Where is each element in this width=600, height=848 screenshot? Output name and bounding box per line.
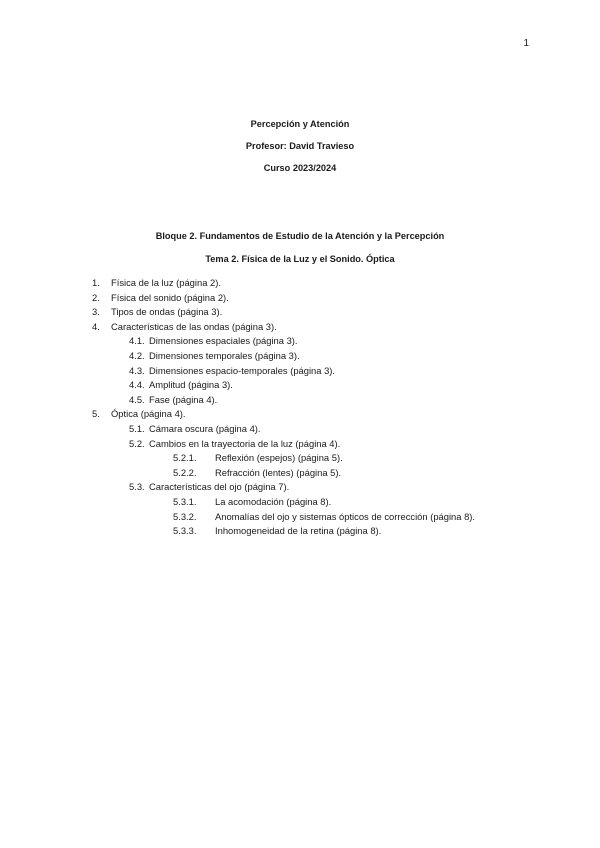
toc-item — [0, 291, 600, 306]
toc-item-number: 5. — [92, 408, 100, 420]
toc-item-text: Física de la luz (página 2). — [111, 277, 221, 288]
toc-item-number: 4.3. — [129, 364, 145, 376]
toc-item-text: Amplitud (página 3). — [149, 379, 233, 391]
toc-item — [0, 451, 600, 466]
toc-item-number: 1. — [92, 277, 100, 288]
toc-item — [0, 305, 600, 320]
toc-item-number: 4. — [92, 320, 100, 332]
page-number: 1 — [523, 38, 529, 49]
toc-item — [0, 495, 600, 510]
toc-item — [0, 364, 600, 379]
toc-item — [0, 510, 600, 525]
course-title: Percepción y Atención — [250, 119, 350, 129]
toc-item — [0, 480, 600, 495]
toc-item-text: Cambios en la trayectoria de la luz (página 4). — [149, 437, 341, 449]
table-of-contents — [0, 276, 600, 539]
toc-item-text: Física del sonido (página 2). — [111, 291, 229, 303]
toc-item-text: Dimensiones espaciales (página 3). — [149, 335, 298, 347]
toc-item — [0, 334, 600, 349]
toc-item-number: 4.5. — [129, 393, 145, 405]
toc-item-number: 5.3.2. — [173, 510, 197, 522]
toc-item-number: 5.2.1. — [173, 452, 197, 464]
toc-item-text: Reflexión (espejos) (página 5). — [215, 452, 343, 464]
toc-item-text: La acomodación (página 8). — [215, 495, 332, 507]
toc-item — [0, 524, 600, 539]
toc-item-number: 5.3. — [129, 481, 145, 493]
toc-item — [0, 437, 600, 452]
toc-item-text: Dimensiones temporales (página 3). — [149, 349, 300, 361]
toc-item-number: 3. — [92, 306, 100, 318]
toc-item-text: Dimensiones espacio-temporales (página 3). — [149, 364, 336, 376]
document-header — [0, 118, 600, 184]
toc-item-number: 2. — [92, 291, 100, 303]
block-title: Bloque 2. Fundamentos de Estudio de la Atención y la Percepción — [155, 231, 445, 241]
toc-item-number: 5.1. — [129, 422, 145, 434]
toc-item — [0, 349, 600, 364]
toc-item-text: Óptica (página 4). — [111, 408, 186, 420]
toc-item-text: Características de las ondas (página 3). — [111, 320, 277, 332]
toc-item-number: 5.3.1. — [173, 495, 197, 507]
toc-item — [0, 276, 600, 291]
toc-item — [0, 407, 600, 422]
toc-item-text: Inhomogeneidad de la retina (página 8). — [215, 525, 382, 537]
toc-item-text: Anomalías del ojo y sistemas ópticos de corrección (página 8). — [215, 510, 476, 522]
course-year: Curso 2023/2024 — [263, 163, 337, 173]
toc-item-number: 4.1. — [129, 335, 145, 347]
toc-item-number: 5.2. — [129, 437, 145, 449]
toc-item-number: 4.2. — [129, 349, 145, 361]
toc-item-text: Tipos de ondas (página 3). — [111, 306, 223, 318]
toc-item-number: 5.2.2. — [173, 466, 197, 478]
tema-title: Tema 2. Física de la Luz y el Sonido. Óptica — [205, 254, 395, 264]
toc-item — [0, 320, 600, 335]
toc-item — [0, 422, 600, 437]
toc-item — [0, 466, 600, 481]
toc-item — [0, 393, 600, 408]
toc-item — [0, 378, 600, 393]
toc-item-text: Fase (página 4). — [149, 393, 218, 405]
toc-item-text: Cámara oscura (página 4). — [149, 422, 261, 434]
toc-item-number: 5.3.3. — [173, 525, 197, 537]
toc-item-number: 4.4. — [129, 379, 145, 391]
toc-item-text: Características del ojo (página 7). — [149, 481, 290, 493]
toc-item-text: Refracción (lentes) (página 5). — [215, 466, 342, 478]
professor-line: Profesor: David Travieso — [245, 141, 355, 151]
